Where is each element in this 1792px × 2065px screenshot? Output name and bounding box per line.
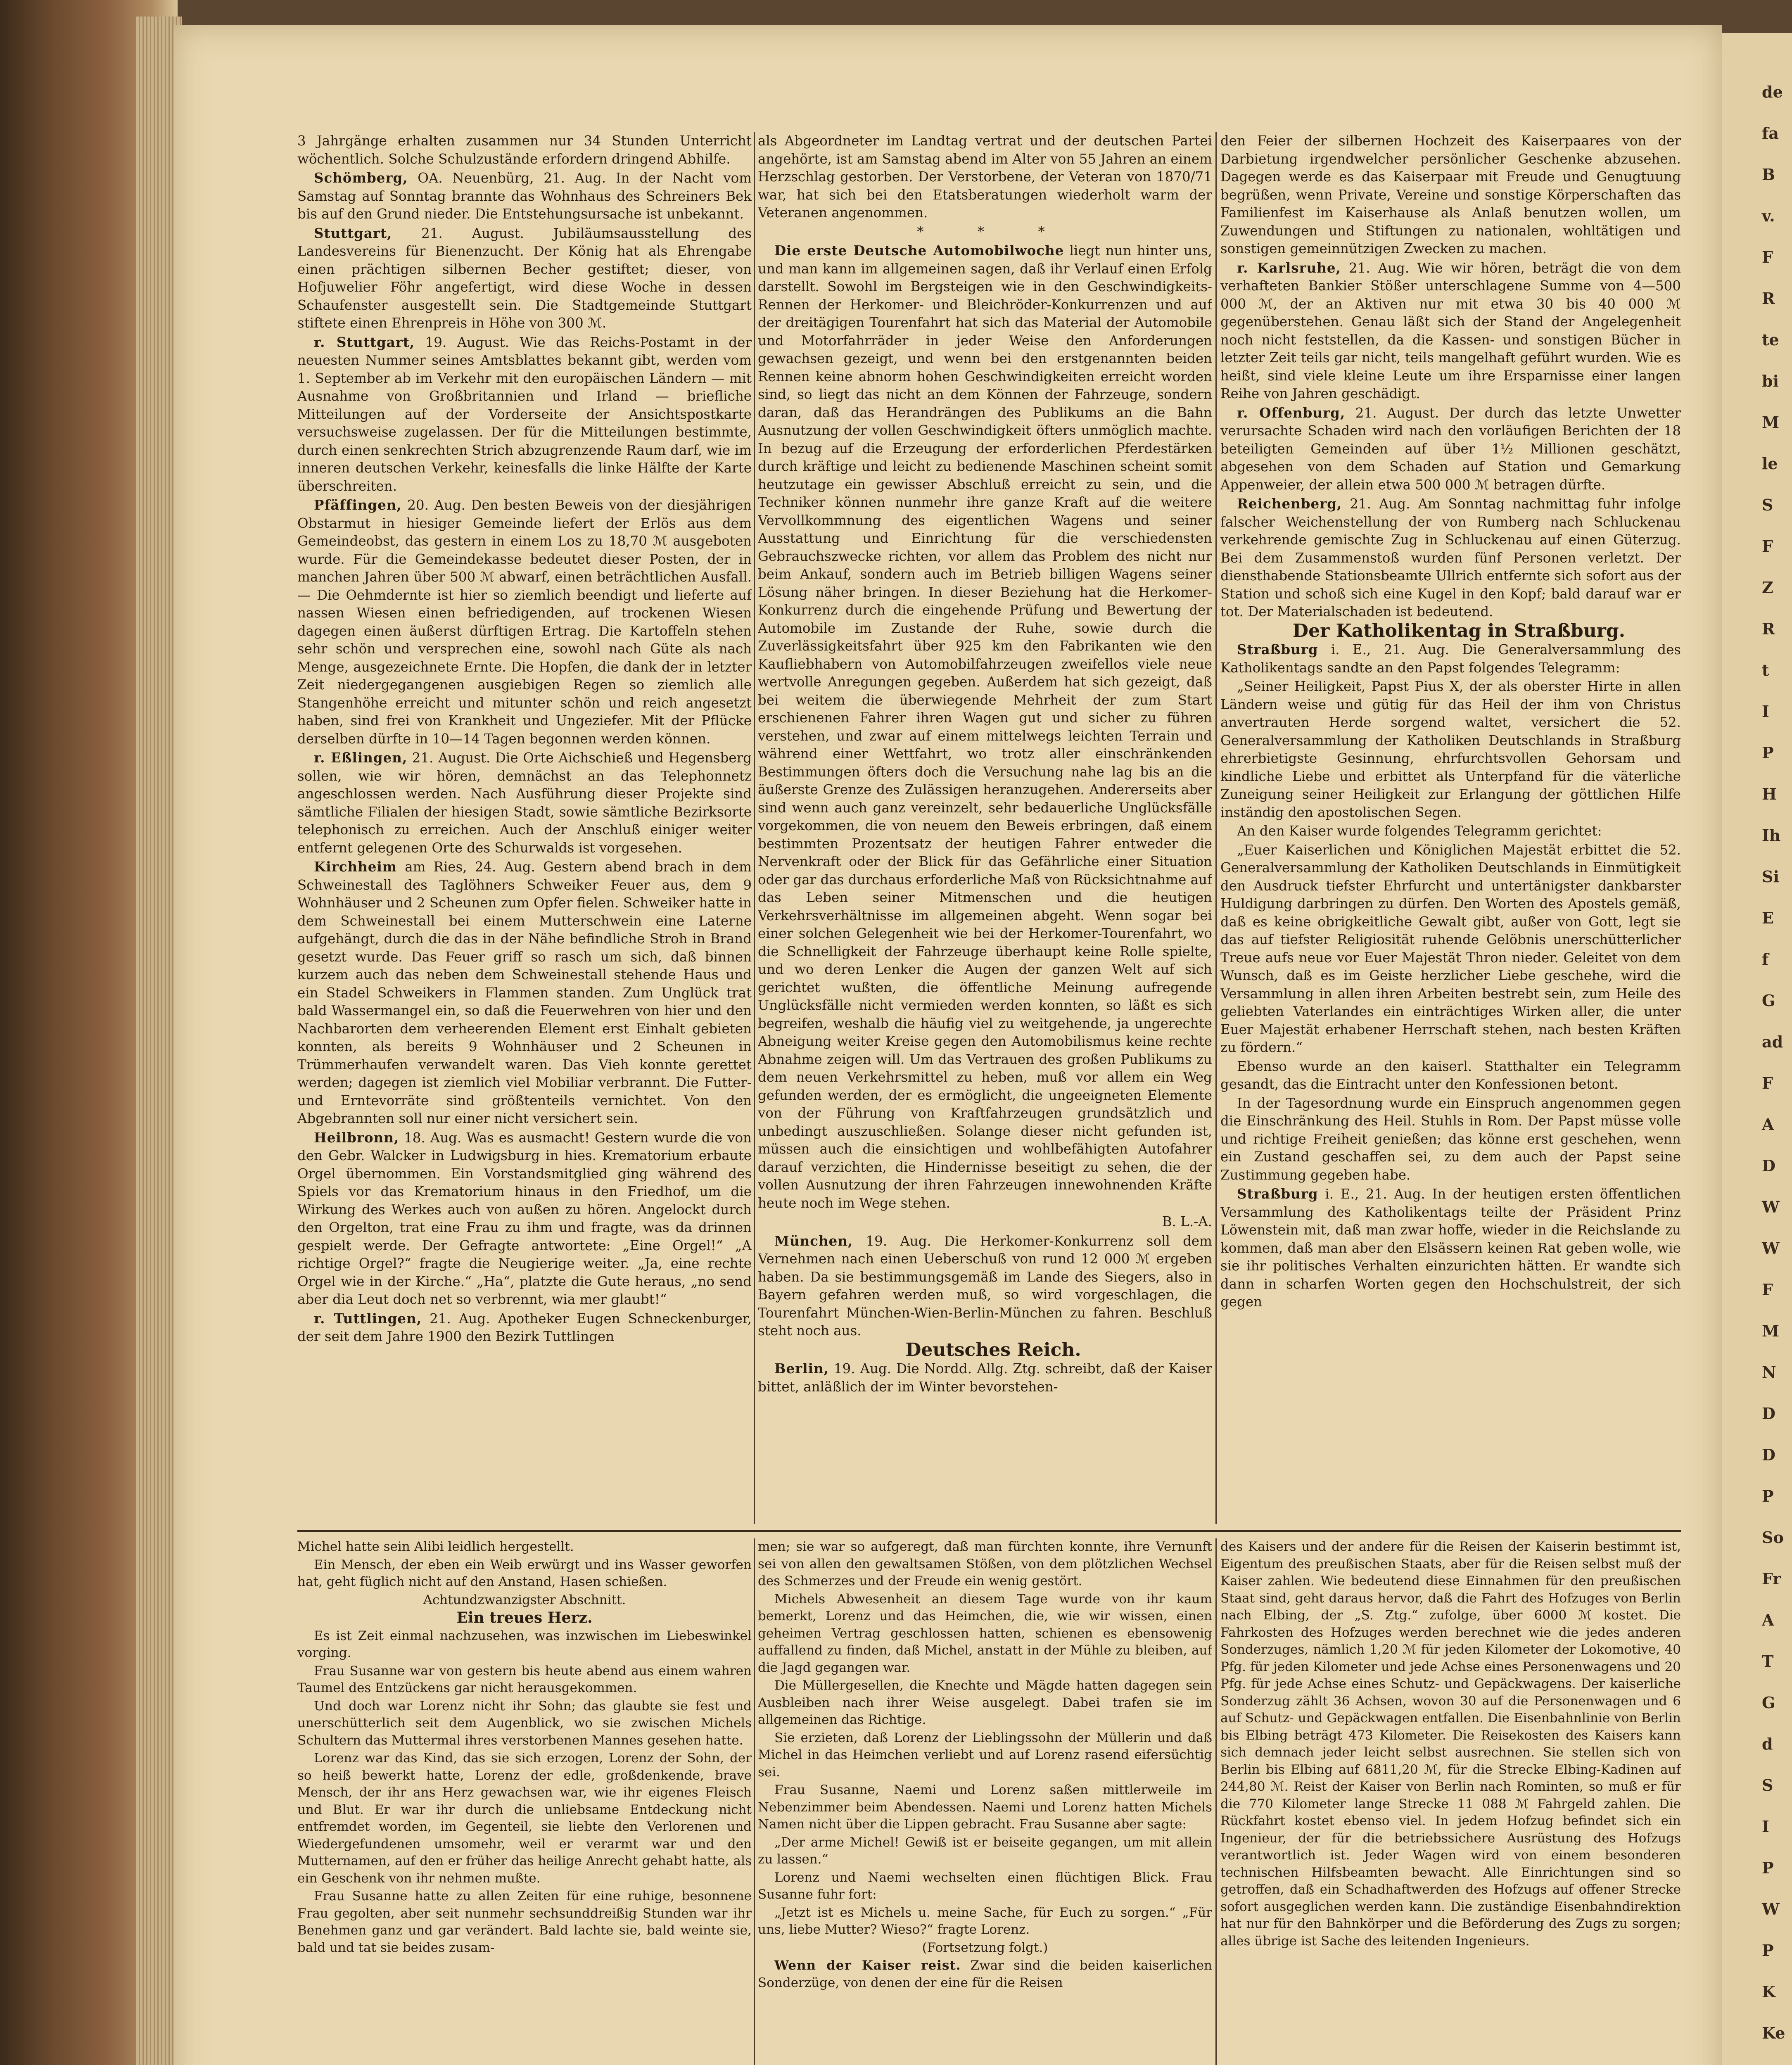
article-paragraph [297, 1129, 752, 1309]
feuilleton-column-2 [758, 1538, 1212, 2065]
next-page-fragment: I [1762, 1817, 1769, 1836]
article-paragraph [758, 1213, 1212, 1231]
article-paragraph [758, 1834, 1212, 1868]
next-page-fragment: Z [1762, 578, 1773, 597]
paragraph-text: Frau Susanne hatte zu allen Zeiten für eine ruhige, besonnene Frau gegolten, aber seit nunmehr sechsunddreißig Stunden war ihr Benehmen ganz und gar verändert. Bald lachte sie, bald weinte sie, bald und tat sie beides zusam- [297, 1889, 752, 1955]
paragraph-text: 21. August. Die Orte Aichschieß und Hegensberg sollen, wie wir hören, demnächst an das Telephonnetz angeschlossen werden. Nach Ausführung dieser Projekte sind sämtliche Filialen der hiesigen Stadt, sowie sämtliche Bezirksorte telephonisch zu erreichen. Auch der Anschluß einiger weiter entfernt gelegenen Orte des Schurwalds ist vorgesehen. [297, 750, 752, 856]
next-page-fragment: bi [1762, 372, 1779, 390]
article-paragraph [758, 1360, 1212, 1396]
article-paragraph [1220, 678, 1681, 821]
section-heading: Der Katholikentag in Straßburg. [1292, 620, 1626, 641]
article-paragraph [297, 749, 752, 857]
next-page-fragment: F [1762, 537, 1773, 555]
paragraph-text: „Euer Kaiserlichen und Königlichen Majestät erbittet die 52. Generalversammlung der Katholiken Deutschlands in Einmütigkeit den Ausdruck tiefster Ehrfurcht und untertänigster dankbarster Huldigung darbringen zu dürfen. Den Worten des Apostels gemäß, daß es keine obrigkeitliche Gewalt gibt, außer von Gott, legt sie das auf tiefster Religiosität ruhende Gelöbnis unerschütterlicher Treue aufs neue vor Euer Majestät Thron nieder. Geleitet von dem Wunsch, daß es im Geiste herzlicher Liebe geschehe, wird die Versammlung in allen ihren Arbeiten bestrebt sein, zum Heile des geliebten Vaterlandes ein einträchtiges Wirken aller, die unter Euer Majestät erhabener Herrschaft stehen, nach besten Kräften zu fördern.“ [1220, 842, 1681, 1055]
paragraph-text: 20. Aug. Den besten Beweis von der diesjährigen Obstarmut in hiesiger Gemeinde liefert der Erlös aus dem Gemeindeobst, das gestern in einem Los zu 18,70 ℳ ausgeboten wurde. Für die Gemeindekasse bedeutet dieser Posten, der in manchen Jahren über 500 ℳ abwarf, einen beträchtlichen Ausfall. — Die Oehmdernte ist hier so ziemlich beendigt und lieferte auf nassen Wiesen einen befriedigenden, auf trockenen Wiesen dagegen einen äußerst dürftigen Ertrag. Die Kartoffeln stehen sehr schön und versprechen eine, sowohl nach Güte als nach Menge, ausgezeichnete Ernte. Die Hopfen, die dank der in letzter Zeit niedergegangenen ausgiebigen Regen so ziemlich alle Stangenhöhe erreicht und mitunter schön und reich angesetzt haben, sind frei von Krankheit und Ungeziefer. Mit der Pflücke derselben dürfte in 10—14 Tagen begonnen werden können. [297, 497, 752, 747]
paragraph-text: OA. Neuenbürg, 21. Aug. In der Nacht vom Samstag auf Sonntag brannte das Wohnhaus des Schreiners Bek bis auf den Grund nieder. Die Entstehungsursache ist unbekannt. [297, 170, 752, 222]
next-page-fragment: T [1762, 1652, 1774, 1671]
paragraph-text: Und doch war Lorenz nicht ihr Sohn; das glaubte sie fest und unerschütterlich seit dem Augenblick, wo sie zwischen Michels Schultern das Muttermal ihres verstorbenen Mannes gesehen hatte. [297, 1698, 752, 1748]
article-paragraph [758, 132, 1212, 222]
paragraph-text: men; sie war so aufgeregt, daß man fürchten konnte, ihre Vernunft sei von allen den gewaltsamen Stößen, von dem plötzlichen Wechsel des Schmerzes und der Freude ein wenig gestört. [758, 1539, 1212, 1588]
dateline: Kirchheim [314, 859, 397, 875]
next-page-fragment: B [1762, 165, 1775, 184]
article-paragraph [297, 1310, 752, 1346]
paragraph-text: liegt nun hinter uns, und man kann im allgemeinen sagen, daß ihr Verlauf einen Erfolg darstellt. Sowohl im Bergsteigen wie in den Geschwindigkeits-Rennen der Herkomer- und Bleichröder-Konkurrenzen und auf der dreitägigen Tourenfahrt hat sich das Material der Automobile und Motorfahrräder in jeder Weise den Anforderungen gewachsen gezeigt, und wenn bei den erstgenannten beiden Rennen keine abnorm hohen Geschwindigkeiten erreicht worden sind, so liegt das nicht an dem Können der Fahrzeuge, sondern daran, daß das Herandrängen des Publikums an die Bahn Ausnutzung der vollen Geschwindigkeit öfters unmöglich machte. In bezug auf die Erzeugung der erforderlichen Pferdestärken durch kräftige und leicht zu bedienende Maschinen scheint somit heutzutage ein gewisser Abschluß erreicht zu sein, und die Techniker können nunmehr ihre ganze Kraft auf die weitere Vervollkommnung des eigentlichen Wagens und seiner Ausstattung und Einrichtung für die verschiedensten Gebrauchszwecke richten, vor allem das Problem des nicht nur beim Ankauf, sondern auch im Betrieb billigen Wagens seiner Lösung näher bringen. In dieser Beziehung hat die Herkomer-Konkurrenz durch die eingehende Prüfung und Bewertung der Automobile im Zustande der Ruhe, sowie durch die Zuverlässigkeitsfahrt über 925 km den Fabrikanten wie den Kaufliebhabern von Automobilfahrzeugen zweifellos viele neue wertvolle Anregungen gegeben. Außerdem hat sich gezeigt, daß bei weitem die überwiegende Mehrheit der zum Start erschienenen Fahrer ihren Wagen gut und sicher zu führen verstehen, und zwar auf einem mittelwegs leichten Terrain und während einer Wettfahrt, wo trotz aller einschränkenden Bestimmungen öfters doch die Versuchung nahe lag bis an die äußerste Grenze des Zulässigen heranzugehen. Andererseits aber sind wenn auch ganz vereinzelt, sehr bedauerliche Unglücksfälle vorgekommen, die von neuem den Beweis erbringen, daß einem bestimmten Prozentsatz der heutigen Fahrer entweder die Nervenkraft oder der Blick für das Gefährliche einer Situation oder gar das durchaus erforderliche Maß von Rücksichtnahme auf das Leben seiner Mitmenschen und die heutigen Verkehrsverhältnisse im allgemeinen abgeht. Wenn sogar bei einer solchen Gelegenheit wie bei der Herkomer-Tourenfahrt, wo die Schnelligkeit der Fahrzeuge überhaupt keine Rolle spielte, und wo deren Lenker die Augen der ganzen Welt auf sich gerichtet wußten, die öffentliche Meinung aufregende Unglücksfälle nicht vermieden werden konnten, so läßt es sich begreifen, weshalb die häufig viel zu weitgehende, ja ungerechte Abneigung weiter Kreise gegen den Automobilismus keine rechte Abnahme zeigen will. Um das Vertrauen des großen Publikums zu dem neuen Verkehrsmittel zu heben, muß vor allem ein Weg gefunden werden, der es ermöglicht, die ungeeigneten Elemente von der Führung von Kraftfahrzeugen grundsätzlich und unbedingt auszuschließen. Solange dieser nicht gefunden ist, müssen auch die einsichtigen und wohlbefähigten Autofahrer darauf verzichten, die Hindernisse beseitigt zu sehen, die der vollen Ausnutzung der ihren Fahrzeugen innewohnenden Kräfte heute noch im Wege stehen. [758, 243, 1212, 1211]
next-page-fragment: S [1762, 1776, 1773, 1794]
article-paragraph [297, 1750, 752, 1887]
next-page-fragment: P [1762, 743, 1774, 762]
paragraph-text: i. E., 21. Aug. Die Generalversammlung des Katholikentags sandte an den Papst folgendes Telegramm: [1220, 642, 1681, 676]
article-paragraph [1220, 1058, 1681, 1094]
article-paragraph [758, 1538, 1212, 1590]
next-page-fragment: G [1762, 991, 1775, 1010]
next-page-fragment: P [1762, 1941, 1774, 1960]
next-page-fragment: Ih [1762, 826, 1781, 845]
column-1 [297, 132, 752, 1524]
article-paragraph [297, 1698, 752, 1749]
paragraph-text: Zwar sind die beiden kaiserlichen Sonderzüge, von denen der eine für die Reisen [758, 1958, 1212, 1990]
paragraph-text: 21. Aug. Am Sonntag nachmittag fuhr infolge falscher Weichenstellung der von Rumberg nach Schluckenau verkehrende gemischte Zug in Schluckenau auf einen Güterzug. Bei dem Zusammenstoß wurden fünf Personen verletzt. Der diensthabende Stationsbeamte Ullrich entfernte sich sofort aus der Station und schoß sich eine Kugel in den Kopf; bald darauf war er tot. Der Materialschaden ist bedeutend. [1220, 496, 1681, 620]
dateline: Straßburg [1237, 1186, 1318, 1202]
column-rule [754, 132, 755, 1524]
article-paragraph [758, 1677, 1212, 1729]
article-paragraph [297, 1538, 752, 1556]
next-page-fragment: H [1762, 785, 1777, 803]
article-paragraph [758, 242, 1212, 1212]
paragraph-text: Die Müllergesellen, die Knechte und Mägde hatten dagegen sein Ausbleiben nach ihrer Weise ausgelegt. Dabei trafen sie im allgemeinen das Richtige. [758, 1678, 1212, 1727]
next-page-edge [1722, 33, 1792, 2065]
paragraph-text: „Der arme Michel! Gewiß ist er beiseite gegangen, um mit allein zu lassen.“ [758, 1835, 1212, 1867]
paragraph-text: Michels Abwesenheit an diesem Tage wurde von ihr kaum bemerkt, Lorenz und das Heimchen, die, wie wir wissen, einen geheimen Vertrag geschlossen hatten, schienen es ebensowenig auffallend zu finden, daß Michel, anstatt in der Mühle zu bleiben, auf die Jagd gegangen war. [758, 1591, 1212, 1675]
article-paragraph [1220, 495, 1681, 621]
paragraph-text: den Feier der silbernen Hochzeit des Kaiserpaares von der Darbietung irgendwelcher persönlicher Geschenke abzusehen. Dagegen werde es das Kaiserpaar mit Freude und Genugtuung begrüßen, wenn Private, Vereine und sonstige Körperschaften das Familienfest im Kaiserhause als Anlaß benutzen wollen, um Zuwendungen und Stiftungen zu nationalen, wohltätigen und sonstigen gemeinnützigen Zwecken zu machen. [1220, 133, 1681, 256]
dateline: München, [774, 1232, 853, 1249]
next-page-fragment: F [1762, 1074, 1773, 1092]
article-paragraph [297, 169, 752, 223]
next-page-fragment: D [1762, 1446, 1775, 1464]
next-page-fragment: N [1762, 1363, 1776, 1381]
next-page-fragment: M [1762, 413, 1780, 432]
next-page-fragment: I [1762, 702, 1769, 721]
next-page-fragment: S [1762, 496, 1773, 514]
next-page-fragment: D [1762, 1156, 1775, 1175]
article-paragraph [758, 1782, 1212, 1833]
column-rule [754, 1538, 755, 2065]
dateline: Reichenberg, [1237, 496, 1342, 512]
next-page-fragment: v. [1762, 206, 1775, 225]
paragraph-text: 21. Aug. Apotheker Eugen Schneckenburger, der seit dem Jahre 1900 den Bezirk Tuttlingen [297, 1310, 752, 1344]
article-paragraph [297, 1557, 752, 1591]
next-page-fragment: R [1762, 620, 1775, 638]
next-page-fragment: G [1762, 1693, 1775, 1712]
centered-line: Achtundzwanzigster Abschnitt. [423, 1592, 626, 1607]
next-page-fragment: D [1762, 1404, 1775, 1423]
article-paragraph [297, 496, 752, 748]
paragraph-text: Lorenz und Naemi wechselten einen flüchtigen Blick. Frau Susanne fuhr fort: [758, 1870, 1212, 1902]
paragraph-text: 21. August. Jubiläumsausstellung des Landesvereins für Bienenzucht. Der König hat als Ehrengabe einen prächtigen silbernen Becher gestiftet; dieser, von Hofjuwelier Föhr angefertigt, wird diese Woche in dessen Schaufenster ausgestellt sein. Die Stadtgemeinde Stuttgart stiftete einen Ehrenpreis in Höhe von 300 ℳ. [297, 225, 752, 331]
dateline: Die erste Deutsche Automobilwoche [774, 242, 1064, 259]
article-paragraph [1220, 132, 1681, 258]
article-paragraph [1220, 404, 1681, 494]
article-paragraph [758, 1730, 1212, 1781]
article-paragraph [297, 132, 752, 168]
next-page-fragment: F [1762, 248, 1773, 266]
news-column-kaiser [1220, 1538, 1681, 2065]
upper-section [297, 132, 1681, 1524]
next-page-fragment: le [1762, 454, 1778, 473]
paragraph-text: An den Kaiser wurde folgendes Telegramm gerichtet: [1237, 823, 1602, 839]
paragraph-text: Frau Susanne war von gestern bis heute abend aus einem wahren Taumel des Entzückens gar nicht herausgekommen. [297, 1663, 752, 1695]
article-paragraph [1220, 822, 1681, 840]
paragraph-text: Es ist Zeit einmal nachzusehen, was inzwischen im Liebeswinkel vorging. [297, 1628, 752, 1660]
dateline: r. Stuttgart, [314, 334, 415, 350]
next-page-fragment: te [1762, 330, 1779, 349]
next-page-fragment: E [1762, 909, 1774, 927]
article-paragraph [297, 1663, 752, 1697]
next-page-fragment: ad [1762, 1032, 1783, 1051]
next-page-fragment: t [1762, 661, 1769, 679]
article-paragraph [758, 1591, 1212, 1677]
section-separator: * * * [917, 223, 1070, 240]
next-page-fragment: So [1762, 1528, 1784, 1547]
article-paragraph [1220, 1538, 1681, 1950]
paragraph-text: 19. Aug. Die Nordd. Allg. Ztg. schreibt, daß der Kaiser bittet, anläßlich der im Winter bevorstehen- [758, 1361, 1212, 1395]
paragraph-text: „Seiner Heiligkeit, Papst Pius X, der als oberster Hirte in allen Ländern weise und gütig für das Heil der ihm von Christus anvertrauten Herde sorgend waltet, versichert die 52. Generalversammlung der Katholiken Deutschlands in Straßburg ehrerbietigste Gesinnung, ehrfurchtsvollen Gehorsam und kindliche Liebe und erbittet als Unterpfand für die väterliche Zuneigung seiner Heiligkeit zur Erlangung der göttlichen Hilfe inständig den apostolischen Segen. [1220, 679, 1681, 820]
paragraph-text: Ebenso wurde an den kaiserl. Statthalter ein Telegramm gesandt, das die Eintracht unter den Konfessionen betont. [1220, 1058, 1681, 1092]
dateline: Wenn der Kaiser reist. [774, 1958, 961, 1973]
paragraph-text: Ein Mensch, der eben ein Weib erwürgt und ins Wasser geworfen hat, geht füglich nicht auf den Anstand, Hasen schießen. [297, 1557, 752, 1589]
paragraph-text: Sie erzieten, daß Lorenz der Lieblingssohn der Müllerin und daß Michel in das Heimchen verliebt und auf Lorenz rasend eifersüchtig sei. [758, 1730, 1212, 1780]
next-page-fragment: A [1762, 1115, 1774, 1134]
next-page-fragment: de [1762, 83, 1783, 101]
dateline: r. Offenburg, [1237, 404, 1346, 421]
paragraph-text: 3 Jahrgänge erhalten zusammen nur 34 Stunden Unterricht wöchentlich. Solche Schulzustände erfordern dringend Abhilfe. [297, 133, 752, 167]
next-page-fragment: P [1762, 1858, 1774, 1877]
dateline: Berlin, [774, 1360, 829, 1377]
next-page-fragment: Fr [1762, 1569, 1781, 1588]
article-paragraph [297, 1888, 752, 1956]
paragraph-text: i. E., 21. Aug. In der heutigen ersten öffentlichen Versammlung des Katholikentags teilte der Präsident Prinz Löwenstein mit, daß man zwar hoffe, wieder in die Reichslande zu kommen, daß man aber den Elsässern keinen Rat geben wolle, wie sie ihr politisches Verhalten einzurichten hätten. Er wandte sich dann in scharfen Worten gegen den Hochschulstreit, der sich gegen [1220, 1186, 1681, 1310]
article-paragraph [1220, 1185, 1681, 1311]
next-page-fragment: W [1762, 1198, 1780, 1216]
article-paragraph [758, 1232, 1212, 1340]
column-rule [1215, 132, 1217, 1524]
paragraph-text: 19. August. Wie das Reichs-Postamt in der neuesten Nummer seines Amtsblattes bekannt gibt, werden vom 1. September ab im Verkehr mit den europäischen Ländern — mit Ausnahme von Großbritannien und Irland — briefliche Mitteilungen auf der Vorderseite der Ansichtspostkarte versuchsweise zugelassen. Der für die Mitteilungen bestimmte, durch einen senkrechten Strich abzugrenzende Raum darf, wie im inneren deutschen Verkehr, keinesfalls die linke Hälfte der Karte überschreiten. [297, 334, 752, 494]
column-3 [1220, 132, 1681, 1524]
dateline: Schömberg, [314, 170, 408, 186]
next-page-fragment: F [1762, 1280, 1773, 1299]
paragraph-text: „Jetzt ist es Michels u. meine Sache, für Euch zu sorgen.“ „Für uns, liebe Mutter? Wieso?“ fragte Lorenz. [758, 1905, 1212, 1937]
next-page-fragment: K [1762, 1982, 1776, 2001]
article-paragraph [297, 224, 752, 332]
next-page-fragment: P [1762, 1487, 1774, 1505]
paragraph-text: des Kaisers und der andere für die Reisen der Kaiserin bestimmt ist, Eigentum des preußischen Staats, aber für die Reisen selbst muß der Kaiser zahlen. Wie bedeutend diese Einnahmen für den preußischen Staat sind, geht daraus hervor, daß die Fahrt des Hofzuges von Berlin nach Elbing, der „S. Ztg.“ zufolge, über 6000 ℳ kostet. Die Fahrkosten des Hofzuges werden berechnet wie die jedes anderen Sonderzuges, nämlich 1,20 ℳ für jeden Kilometer der Lokomotive, 40 Pfg. für jeden Kilometer und jede Achse eines Personenwagens und 20 Pfg. für jede Achse eines Schutz- und Gepäckwagens. Der kaiserliche Sonderzug zählt 36 Achsen, wovon 30 auf die Personenwagen und 6 auf Schutz- und Gepäckwagen entfallen. Die Eisenbahnlinie von Berlin bis Elbing beträgt 473 Kilometer. Die Reisekosten des Kaisers kann sich demnach jeder leicht selbst ausrechnen. Sie stellen sich von Berlin bis Elbing auf 6811,20 ℳ, für die Strecke Elbing-Kadinen auf 244,80 ℳ. Reist der Kaiser von Berlin nach Rominten, so muß er für die 770 Kilometer lange Strecke 11 088 ℳ Fahrgeld zahlen. Die Rückfahrt kostet ebenso viel. In jedem Hofzug befindet sich ein Ingenieur, der für die betriebssichere Ausrüstung des Hofzugs verantwortlich ist. Jeder Wagen wird von einem besonderen technischen Hilfsbeamten bewacht. Alle Einrichtungen sind so getroffen, daß ein Schadhaftwerden des Hofzugs auf offener Strecke sofort ausgeglichen werden kann. Die zuständige Eisenbahndirektion hat nur für den Bahnkörper und die Beförderung des Zugs zu sorgen; alles übrige ist Sache des leitenden Ingenieurs. [1220, 1539, 1681, 1949]
chapter-title: Ein treues Herz. [456, 1609, 593, 1626]
dateline: Stuttgart, [314, 225, 392, 241]
paragraph-text: 21. August. Der durch das letzte Unwetter verursachte Schaden wird nach den vorläufigen Berichten der 18 beteiligten Gemeinden auf über 1½ Millionen geschätzt, abgesehen von dem Schaden auf Station und Gemarkung Appenweier, der allein etwa 500 000 ℳ betragen dürfte. [1220, 405, 1681, 493]
article-paragraph [1220, 841, 1681, 1057]
article-paragraph [297, 1628, 752, 1662]
paragraph-text: 18. Aug. Was es ausmacht! Gestern wurde die von den Gebr. Walcker in Ludwigsburg in hies. Krematorium erbaute Orgel übernommen. Ein Vorstandsmitglied ging während des Spiels vor das Krematorium hinaus in den Friedhof, um die Wirkung des Werkes auch von außen zu hören. Angelockt durch den Orgelton, trat eine Frau zu ihm und fragte, was da drinnen gespielt werde. Der Gefragte antwortete: „Eine Orgel!“ „A richtige Orgel?“ fragte die Neugierige weiter. „Ja, eine rechte Orgel wie in der Kirche.“ „Ha“, platzte die Gute heraus, „no send aber dia Leut doch net so verbrennt, wia mer glaubt!“ [297, 1130, 752, 1307]
article-paragraph [758, 1904, 1212, 1939]
section-heading: Deutsches Reich. [905, 1339, 1081, 1360]
paragraph-text: Lorenz war das Kind, das sie sich erzogen, Lorenz der Sohn, der so heiß bewerkt hatte, Lorenz der edle, großdenkende, brave Mensch, der ihr ans Herz gewachsen war, wie ihr eigenes Fleisch und Blut. Er war ihr durch die unliebsame Entdeckung nicht entfremdet worden, im Gegenteil, sie liebte den Verlorenen und Wiedergefundenen umsomehr, weil er verarmt war und den Mutternamen, auf den er früher das heilige Anrecht gehabt hatte, als ein Geschenk von ihr nehmen mußte. [297, 1751, 752, 1886]
dateline: r. Eßlingen, [314, 750, 408, 766]
paragraph-text: als Abgeordneter im Landtag vertrat und der deutschen Partei angehörte, ist am Samstag abend im Alter von 55 Jahren an einem Herzschlag gestorben. Der Verstorbene, der Veteran von 1870/71 war, hat sich bei den Etatsberatungen wiederholt warm der Veteranen angenommen. [758, 133, 1212, 221]
paragraph-text: Michel hatte sein Alibi leidlich hergestellt. [297, 1539, 574, 1554]
article-paragraph [1220, 641, 1681, 677]
dateline: r. Tuttlingen, [314, 1310, 422, 1327]
next-page-fragment: Si [1762, 867, 1779, 886]
article-paragraph [1220, 1094, 1681, 1184]
dateline: Heilbronn, [314, 1129, 399, 1146]
paragraph-text: am Ries, 24. Aug. Gestern abend brach in dem Schweinestall des Taglöhners Schweiker Feuer aus, dem 9 Wohnhäuser und 2 Scheunen zum Opfer fielen. Schweiker hatte in dem Schweinestall bei einem Mutterschwein eine Laterne aufgehängt, durch die das in der Nähe befindliche Stroh in Brand gesetzt wurde. Das Feuer griff so rasch um sich, daß binnen kurzem auch das neben dem Schweinestall stehende Haus und ein Stadel Schweikers in Flammen standen. Zum Unglück trat bald Wassermangel ein, so daß die Feuerwehren von hier und den Nachbarorten dem verheerenden Element erst Einhalt gebieten konnten, als bereits 9 Wohnhäuser und 2 Scheunen in Trümmerhaufen verwandelt waren. Das Vieh konnte gerettet werden; dagegen ist ziemlich viel Mobiliar verbrannt. Die Futter- und Erntevorräte sind größtenteils vernichtet. Von den Abgebrannten soll nur einer nicht versichert sein. [297, 859, 752, 1126]
column-rule [1215, 1538, 1217, 2065]
column-2 [758, 132, 1212, 1524]
dateline: r. Karlsruhe, [1237, 259, 1341, 276]
next-page-fragment: fa [1762, 124, 1779, 142]
article-paragraph [297, 333, 752, 496]
next-page-fragment: W [1762, 1900, 1780, 1918]
paragraph-text: 19. Aug. Die Herkomer-Konkurrenz soll dem Vernehmen nach einen Ueberschuß von rund 12 000 ℳ ergeben haben. Da sie bestimmungsgemäß im Lande des Siegers, also in Bayern gefahren werden muß, so wird vorgeschlagen, die Tourenfahrt München-Wien-Berlin-München zu fahren. Beschluß steht noch aus. [758, 1233, 1212, 1339]
paragraph-text: Frau Susanne, Naemi und Lorenz saßen mittlerweile im Nebenzimmer beim Abendessen. Naemi und Lorenz hatten Michels Namen nicht über die Lippen gebracht. Frau Susanne aber sagte: [758, 1783, 1212, 1832]
paragraph-text: B. L.-A. [1162, 1214, 1212, 1230]
article-paragraph [758, 1869, 1212, 1904]
lower-section [297, 1538, 1681, 2065]
newspaper-page [173, 25, 1722, 2065]
feuilleton-divider [297, 1530, 1681, 1532]
next-page-fragment: M [1762, 1322, 1780, 1340]
centered-line: (Fortsetzung folgt.) [922, 1940, 1048, 1955]
next-page-fragment: f [1762, 950, 1769, 968]
next-page-fragment: A [1762, 1611, 1774, 1629]
feuilleton-column-1 [297, 1538, 752, 2065]
paragraph-text: 21. Aug. Wie wir hören, beträgt die von dem verhafteten Bankier Stößer unterschlagene Summe von 4—500 000 ℳ, der an Aktiven nur mit etwa 30 bis 40 000 ℳ gegenüberstehen. Genau läßt sich der Stand der Angelegenheit noch nicht feststellen, da die Kassen- und sonstigen Bücher in letzter Zeit teils gar nicht, teils mangelhaft geführt wurden. Wie es heißt, sind viele kleine Leute um ihre Ersparnisse einer langen Reihe von Jahren geschädigt. [1220, 260, 1681, 401]
next-page-fragment: W [1762, 1239, 1780, 1258]
next-page-fragment: R [1762, 289, 1775, 308]
dateline: Pfäffingen, [314, 497, 402, 513]
article-paragraph [1220, 259, 1681, 403]
article-paragraph [758, 1957, 1212, 1991]
dateline: Straßburg [1237, 641, 1318, 657]
article-paragraph [297, 858, 752, 1128]
next-page-fragment: Ke [1762, 2024, 1785, 2042]
paragraph-text: In der Tagesordnung wurde ein Einspruch angenommen gegen die Einschränkung des Heil. Stuhls in Rom. Der Papst müsse volle und richtige Freiheit genießen; das könne erst geschehen, wenn ein Zustand geschaffen sei, zu dem auch der Papst seine Zustimmung gegeben habe. [1220, 1095, 1681, 1183]
next-page-fragment: d [1762, 1735, 1773, 1753]
